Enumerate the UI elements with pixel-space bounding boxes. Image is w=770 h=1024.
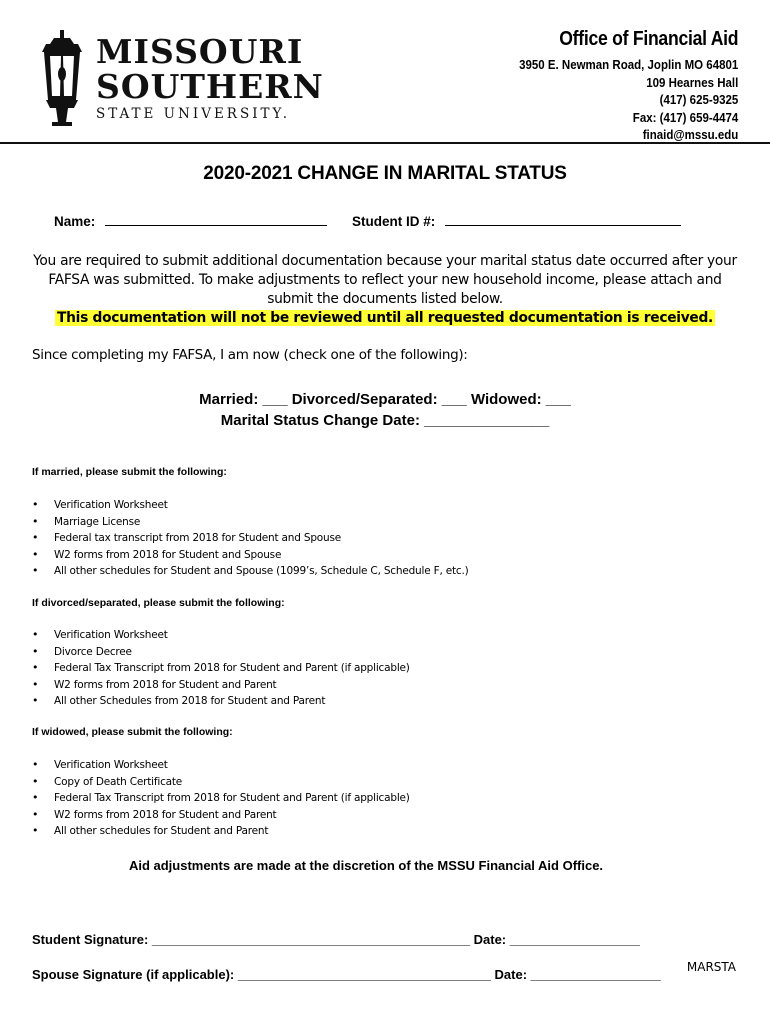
highlight-notice: This documentation will not be reviewed until all requested documentation is received.	[57, 310, 713, 326]
list-item: • W2 forms from 2018 for Student and Parent	[32, 807, 410, 824]
status-change-date[interactable]: Marital Status Change Date: _______________	[220, 412, 550, 429]
intro-paragraph	[30, 252, 740, 328]
list-item: • All other schedules for Student and Spouse (1099’s, Schedule C, Schedule F, etc.)	[32, 563, 469, 580]
office-email[interactable]: finaid@mssu.edu	[642, 128, 738, 142]
logo-text-southern: SOUTHERN	[96, 67, 324, 106]
list-item: • Copy of Death Certificate	[32, 774, 410, 791]
divorced-heading: If divorced/separated, please submit the following:	[32, 597, 285, 609]
name-label: Name:	[54, 214, 96, 229]
widowed-list	[32, 757, 410, 840]
list-item: • Marriage License	[32, 514, 469, 531]
list-item: • W2 forms from 2018 for Student and Spouse	[32, 547, 469, 564]
name-field[interactable]	[54, 213, 327, 229]
intro-line-1: You are required to submit additional documentation because your marital status date occurred after your	[33, 253, 737, 269]
student-id-line[interactable]	[445, 213, 681, 226]
widowed-heading: If widowed, please submit the following:	[32, 726, 233, 738]
university-logo	[34, 30, 324, 130]
header-divider	[0, 142, 770, 144]
logo-text-missouri: MISSOURI	[96, 32, 304, 71]
spouse-signature-line[interactable]: Spouse Signature (if applicable): ___________________________________ Date: __________________	[32, 967, 661, 982]
student-id-label: Student ID #:	[352, 214, 436, 229]
intro-line-2: FAFSA was submitted. To make adjustments to reflect your new household income, please attach and	[48, 272, 722, 288]
list-item: • Federal Tax Transcript from 2018 for Student and Parent (if applicable)	[32, 790, 410, 807]
office-fax: Fax: (417) 659-4474	[632, 110, 738, 125]
list-item: • All other Schedules from 2018 for Student and Parent	[32, 693, 410, 710]
list-item: • W2 forms from 2018 for Student and Parent	[32, 677, 410, 694]
divorced-list	[32, 627, 410, 710]
office-address: 3950 E. Newman Road, Joplin MO 64801	[518, 58, 738, 72]
intro-line-3: submit the documents listed below.	[267, 291, 503, 307]
married-list	[32, 497, 469, 580]
list-item: • Federal tax transcript from 2018 for Student and Spouse	[32, 530, 469, 547]
office-hall: 109 Hearnes Hall	[645, 75, 738, 90]
list-item: • All other schedules for Student and Parent	[32, 823, 410, 840]
lantern-icon	[34, 30, 90, 130]
status-choices[interactable]: Married: ___ Divorced/Separated: ___ Widowed: ___	[199, 391, 571, 408]
list-item: • Divorce Decree	[32, 644, 410, 661]
discretion-notice: Aid adjustments are made at the discretion of the MSSU Financial Aid Office.	[128, 858, 604, 873]
student-signature-line[interactable]: Student Signature: ____________________________________________ Date: __________________	[32, 932, 640, 947]
office-title: Office of Financial Aid	[558, 28, 738, 50]
list-item: • Verification Worksheet	[32, 627, 410, 644]
list-item: • Verification Worksheet	[32, 757, 410, 774]
form-title: 2020-2021 CHANGE IN MARITAL STATUS	[203, 163, 567, 184]
married-heading: If married, please submit the following:	[32, 466, 227, 478]
name-line[interactable]	[105, 213, 327, 226]
office-contact	[500, 28, 738, 145]
student-id-field[interactable]	[352, 213, 681, 229]
logo-text-state-university: STATE UNIVERSITY.	[96, 106, 291, 122]
office-phone: (417) 625-9325	[659, 93, 738, 107]
list-item: • Federal Tax Transcript from 2018 for Student and Parent (if applicable)	[32, 660, 410, 677]
marital-status-options[interactable]	[0, 389, 770, 431]
list-item: • Verification Worksheet	[32, 497, 469, 514]
since-instruction: Since completing my FAFSA, I am now (check one of the following):	[32, 347, 468, 363]
form-code: MARSTA	[686, 960, 736, 974]
